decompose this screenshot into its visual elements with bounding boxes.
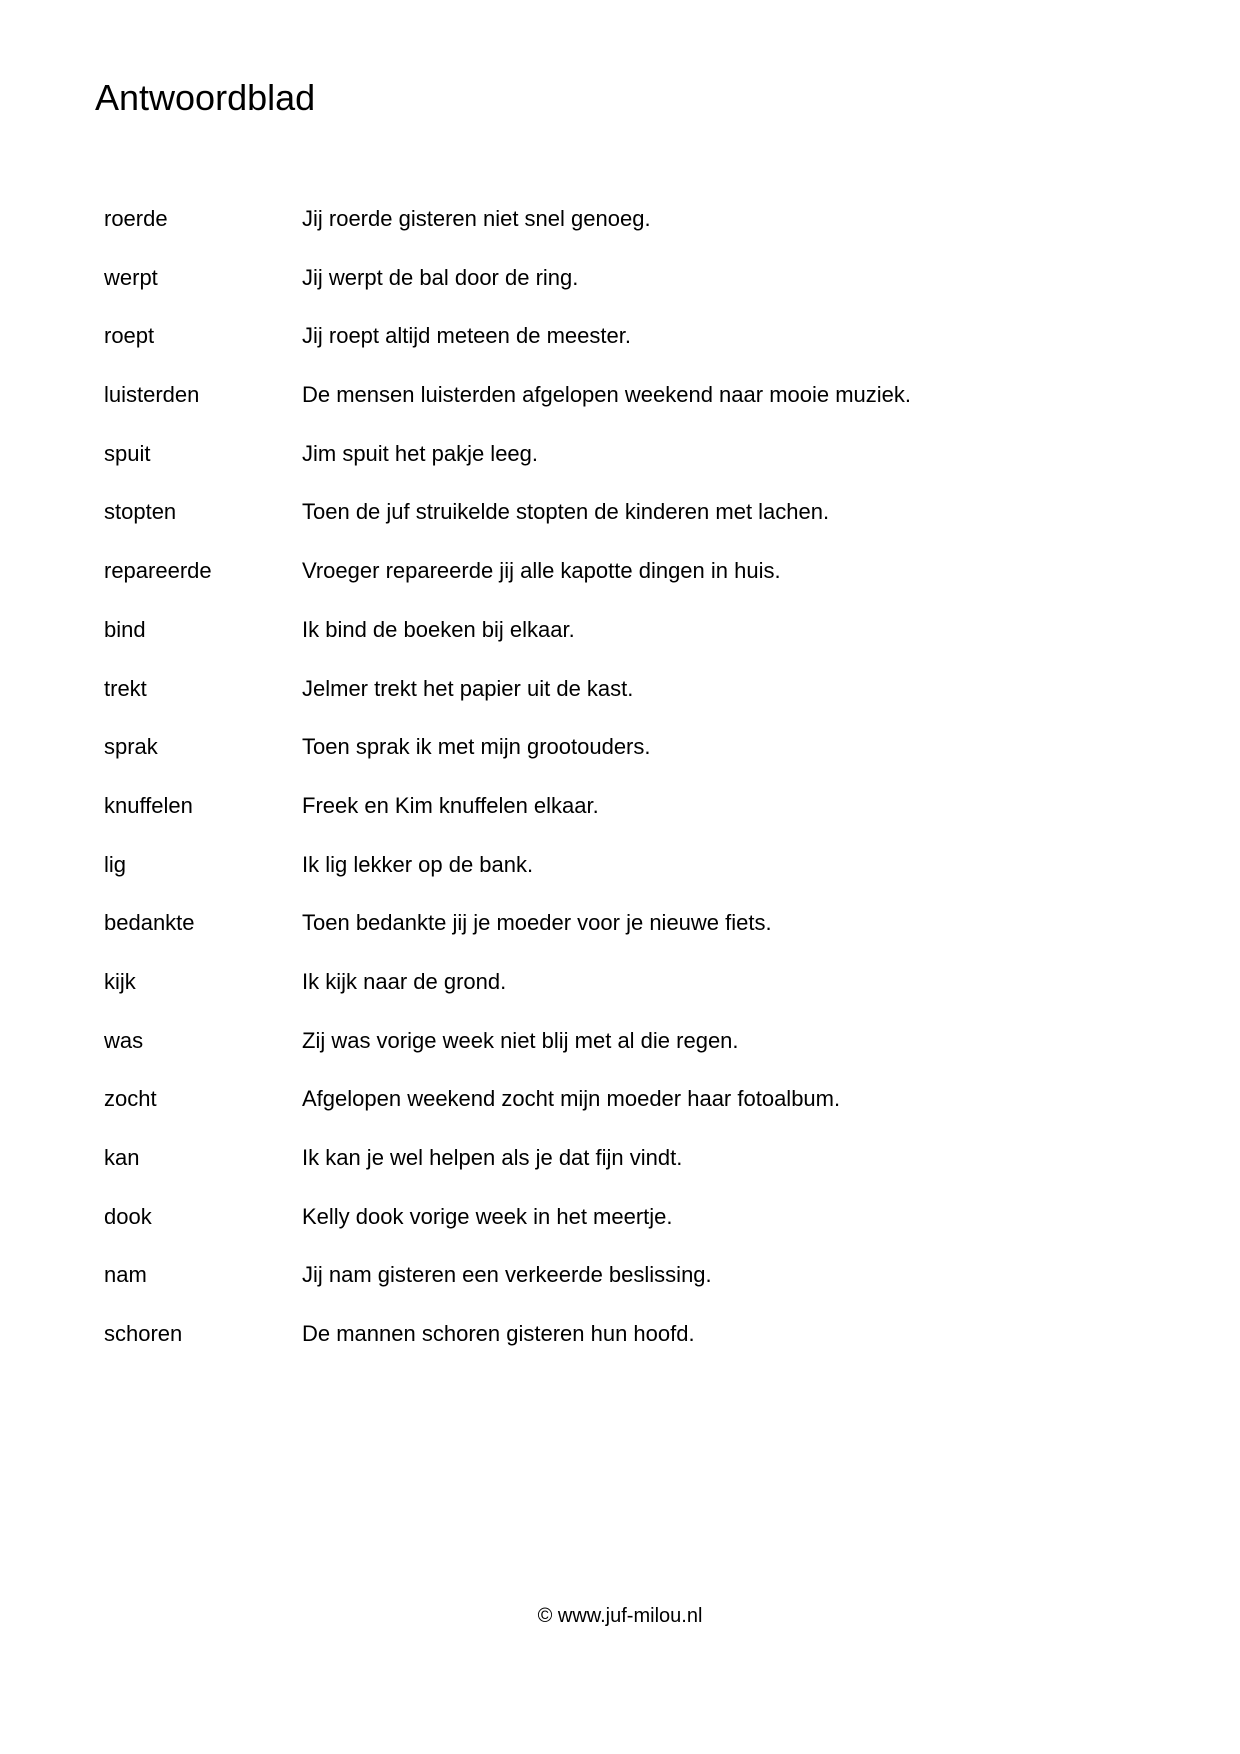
answer-list xyxy=(104,203,1144,1377)
answer-row xyxy=(104,849,1144,908)
answer-sentence: Vroeger repareerde jij alle kapotte dingen in huis. xyxy=(302,558,781,584)
answer-word: repareerde xyxy=(104,558,212,584)
answer-word: knuffelen xyxy=(104,792,193,818)
answer-row xyxy=(104,907,1144,966)
answer-sentence: Afgelopen weekend zocht mijn moeder haar fotoalbum. xyxy=(302,1086,841,1112)
answer-sentence: De mensen luisterden afgelopen weekend naar mooie muziek. xyxy=(302,382,912,408)
answer-sentence: Toen bedankte jij je moeder voor je nieuwe fiets. xyxy=(302,910,772,936)
answer-sentence: Toen sprak ik met mijn grootouders. xyxy=(302,734,651,760)
answer-word: luisterden xyxy=(104,382,200,408)
answer-sentence: Ik kijk naar de grond. xyxy=(302,968,507,994)
answer-row xyxy=(104,203,1144,262)
answer-sentence: Jim spuit het pakje leeg. xyxy=(302,440,539,466)
answer-sentence: Jij roerde gisteren niet snel genoeg. xyxy=(302,206,651,231)
answer-sentence: Jij werpt de bal door de ring. xyxy=(302,264,579,290)
answer-word: sprak xyxy=(104,734,158,760)
answer-sentence: Kelly dook vorige week in het meertje. xyxy=(302,1203,673,1229)
answer-word: spuit xyxy=(104,440,151,466)
answer-sentence: Jij roept altijd meteen de meester. xyxy=(302,323,631,349)
answer-row xyxy=(104,1259,1144,1318)
answer-word: bind xyxy=(104,616,146,642)
answer-sentence: Ik kan je wel helpen als je dat fijn vindt. xyxy=(302,1145,683,1170)
answer-row xyxy=(104,966,1144,1025)
answer-row xyxy=(104,379,1144,438)
answer-word: nam xyxy=(104,1262,147,1288)
answer-sentence: Jij nam gisteren een verkeerde beslissing. xyxy=(302,1262,712,1288)
answer-sentence: Toen de juf struikelde stopten de kinderen met lachen. xyxy=(302,499,830,525)
answer-word: roerde xyxy=(104,206,168,231)
answer-word: kan xyxy=(104,1145,140,1170)
answer-word: roept xyxy=(104,323,155,349)
answer-row xyxy=(104,262,1144,321)
answer-row xyxy=(104,790,1144,849)
answer-word: werpt xyxy=(104,264,158,290)
answer-row xyxy=(104,438,1144,497)
answer-word: bedankte xyxy=(104,910,195,936)
answer-sentence: De mannen schoren gisteren hun hoofd. xyxy=(302,1321,695,1347)
answer-sentence: Jelmer trekt het papier uit de kast. xyxy=(302,675,634,701)
answer-sentence: Ik lig lekker op de bank. xyxy=(302,851,534,877)
answer-word: lig xyxy=(104,851,127,877)
answer-word: dook xyxy=(104,1203,152,1229)
answer-row xyxy=(104,555,1144,614)
answer-row xyxy=(104,731,1144,790)
answer-row xyxy=(104,496,1144,555)
footer-copyright: © www.juf-milou.nl xyxy=(537,1605,703,1627)
answer-word: stopten xyxy=(104,499,177,525)
answer-sentence: Ik bind de boeken bij elkaar. xyxy=(302,616,575,642)
answer-word: trekt xyxy=(104,675,147,701)
answer-row xyxy=(104,320,1144,379)
answer-word: schoren xyxy=(104,1321,183,1347)
answer-word: zocht xyxy=(104,1086,157,1112)
answer-word: was xyxy=(104,1027,144,1053)
answer-row xyxy=(104,1025,1144,1084)
answer-row xyxy=(104,673,1144,732)
answer-sentence: Freek en Kim knuffelen elkaar. xyxy=(302,792,599,818)
answer-row xyxy=(104,614,1144,673)
answer-row xyxy=(104,1201,1144,1260)
answer-row xyxy=(104,1083,1144,1142)
answer-row xyxy=(104,1318,1144,1377)
answer-word: kijk xyxy=(104,968,136,994)
answer-sentence: Zij was vorige week niet blij met al die regen. xyxy=(302,1027,739,1053)
answer-row xyxy=(104,1142,1144,1201)
page-title: Antwoordblad xyxy=(95,77,316,118)
